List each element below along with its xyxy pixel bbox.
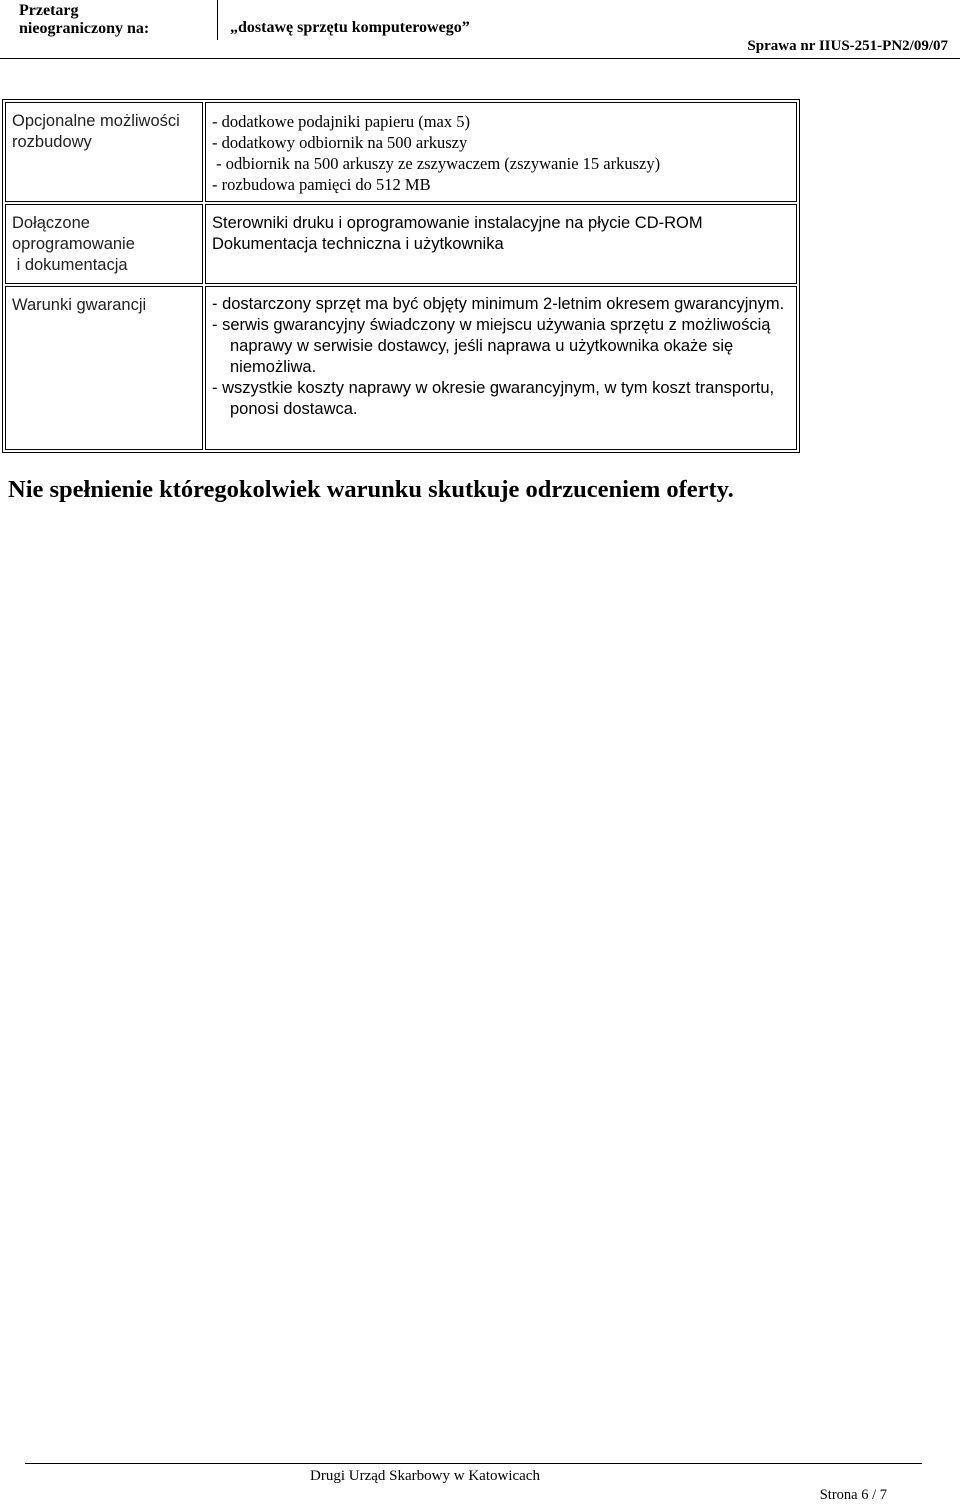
footer-office: Drugi Urząd Skarbowy w Katowicach — [310, 1468, 540, 1484]
row-value-line: - dodatkowe podajniki papieru (max 5) — [212, 112, 470, 131]
row-label-line: Warunki gwarancji — [12, 296, 147, 314]
header-title-line1: Przetarg — [19, 2, 79, 19]
row-label-line: Dołączone — [12, 214, 90, 232]
header-title-line2: nieograniczony na: — [19, 20, 150, 37]
header-case-number: Sprawa nr IIUS-251-PN2/09/07 — [747, 38, 948, 54]
warranty-condition: - serwis gwarancyjny świadczony w miejscu używania sprzętu z możliwością naprawy w serwisie dostawcy, jeśli naprawa u użytkownika okaże się niemożliwa. — [212, 316, 771, 376]
row-value-line: Sterowniki druku i oprogramowanie instalacyjne na płycie CD-ROM — [212, 214, 703, 232]
table-row — [5, 204, 797, 284]
row-value-line: Dokumentacja techniczna i użytkownika — [212, 235, 504, 253]
header-divider — [0, 58, 960, 59]
footer-divider — [25, 1463, 922, 1464]
header-subject: „dostawę sprzętu komputerowego” — [230, 19, 470, 36]
warranty-condition: - wszystkie koszty naprawy w okresie gwarancyjnym, w tym koszt transportu, ponosi dostawca. — [212, 379, 775, 418]
row-label-line: i dokumentacja — [12, 256, 128, 274]
row-label-line: Opcjonalne możliwości — [12, 112, 180, 130]
row-label-line: oprogramowanie — [12, 235, 135, 253]
row-label — [5, 204, 203, 284]
row-value-line: - dodatkowy odbiornik na 500 arkuszy — [212, 133, 468, 152]
row-value — [205, 102, 797, 202]
row-label — [5, 102, 203, 202]
row-value-line: - rozbudowa pamięci do 512 MB — [212, 175, 431, 194]
warranty-condition: - dostarczony sprzęt ma być objęty minimum 2-letnim okresem gwarancyjnym. — [212, 295, 785, 313]
table-row — [5, 286, 797, 450]
row-value-line: - odbiornik na 500 arkuszy ze zszywaczem (zszywanie 15 arkuszy) — [212, 154, 661, 173]
header-procedure-type — [0, 0, 218, 40]
row-value — [205, 204, 797, 284]
row-value — [205, 286, 797, 450]
row-label — [5, 286, 203, 450]
rejection-note: Nie spełnienie któregokolwiek warunku skutkuje odrzuceniem oferty. — [8, 476, 734, 503]
page-header — [0, 0, 960, 60]
table-row — [5, 102, 797, 202]
specification-table — [2, 99, 800, 453]
page-number: Strona 6 / 7 — [819, 1487, 887, 1503]
row-label-line: rozbudowy — [12, 133, 92, 151]
